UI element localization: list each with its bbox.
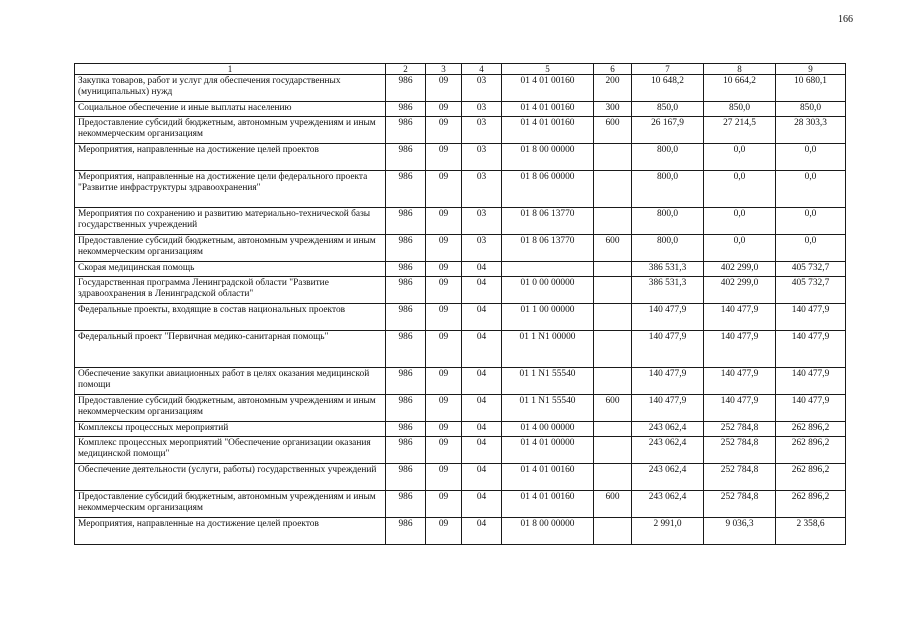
page-number: 166 [838, 14, 853, 25]
row-value-col9: 2 358,6 [776, 518, 846, 545]
row-value-col9: 140 477,9 [776, 368, 846, 395]
row-code-subsection: 04 [462, 518, 502, 545]
row-code-section: 09 [426, 331, 462, 368]
row-code-admin: 986 [386, 144, 426, 171]
row-value-col8: 252 784,8 [704, 464, 776, 491]
row-code-target: 01 1 00 00000 [502, 304, 594, 331]
table-row [75, 171, 846, 208]
header-cell: 6 [594, 64, 632, 75]
row-code-admin: 986 [386, 235, 426, 262]
table-row [75, 262, 846, 277]
row-value-col8: 27 214,5 [704, 117, 776, 144]
row-code-admin: 986 [386, 395, 426, 422]
table-row [75, 518, 846, 545]
row-code-expense-type [594, 171, 632, 208]
row-code-subsection: 03 [462, 208, 502, 235]
row-name: Мероприятия, направленные на достижение цели федерального проекта "Развитие инфраструктуры здравоохранения" [75, 171, 386, 208]
row-name: Предоставление субсидий бюджетным, автономным учреждениям и иным некоммерческим организациям [75, 395, 386, 422]
row-name: Мероприятия по сохранению и развитию материально-технической базы государственных учреждений [75, 208, 386, 235]
row-code-target: 01 4 01 00160 [502, 102, 594, 117]
row-value-col8: 252 784,8 [704, 437, 776, 464]
row-code-section: 09 [426, 491, 462, 518]
row-value-col7: 800,0 [632, 144, 704, 171]
row-name: Комплексы процессных мероприятий [75, 422, 386, 437]
row-value-col9: 262 896,2 [776, 464, 846, 491]
table-row [75, 75, 846, 102]
row-name: Предоставление субсидий бюджетным, автономным учреждениям и иным некоммерческим организациям [75, 117, 386, 144]
row-code-expense-type [594, 368, 632, 395]
row-value-col7: 243 062,4 [632, 464, 704, 491]
row-code-admin: 986 [386, 117, 426, 144]
table-row [75, 235, 846, 262]
row-value-col8: 140 477,9 [704, 304, 776, 331]
row-value-col9: 850,0 [776, 102, 846, 117]
row-code-subsection: 04 [462, 262, 502, 277]
row-code-expense-type: 200 [594, 75, 632, 102]
row-code-target: 01 0 00 00000 [502, 277, 594, 304]
row-code-admin: 986 [386, 518, 426, 545]
row-value-col7: 386 531,3 [632, 262, 704, 277]
row-code-expense-type [594, 437, 632, 464]
row-code-expense-type [594, 464, 632, 491]
row-value-col9: 10 680,1 [776, 75, 846, 102]
row-value-col7: 2 991,0 [632, 518, 704, 545]
table-row [75, 304, 846, 331]
row-value-col7: 140 477,9 [632, 368, 704, 395]
row-value-col7: 386 531,3 [632, 277, 704, 304]
row-name: Мероприятия, направленные на достижение целей проектов [75, 144, 386, 171]
row-code-subsection: 03 [462, 144, 502, 171]
row-value-col9: 0,0 [776, 171, 846, 208]
row-code-expense-type [594, 422, 632, 437]
row-code-subsection: 04 [462, 368, 502, 395]
row-name: Мероприятия, направленные на достижение целей проектов [75, 518, 386, 545]
row-code-expense-type: 600 [594, 235, 632, 262]
row-code-admin: 986 [386, 464, 426, 491]
table-row [75, 208, 846, 235]
row-value-col9: 140 477,9 [776, 395, 846, 422]
row-code-admin: 986 [386, 304, 426, 331]
header-cell: 4 [462, 64, 502, 75]
row-code-expense-type: 600 [594, 491, 632, 518]
row-code-section: 09 [426, 171, 462, 208]
row-code-target: 01 4 01 00160 [502, 75, 594, 102]
header-cell: 5 [502, 64, 594, 75]
row-code-target: 01 8 00 00000 [502, 144, 594, 171]
row-value-col7: 243 062,4 [632, 437, 704, 464]
row-code-expense-type: 600 [594, 395, 632, 422]
row-code-target: 01 4 00 00000 [502, 422, 594, 437]
row-code-target: 01 4 01 00160 [502, 491, 594, 518]
row-value-col8: 10 664,2 [704, 75, 776, 102]
row-value-col9: 0,0 [776, 144, 846, 171]
row-code-expense-type [594, 304, 632, 331]
row-value-col8: 0,0 [704, 144, 776, 171]
row-code-subsection: 04 [462, 395, 502, 422]
row-name: Скорая медицинская помощь [75, 262, 386, 277]
row-code-section: 09 [426, 208, 462, 235]
row-value-col9: 140 477,9 [776, 304, 846, 331]
row-code-section: 09 [426, 368, 462, 395]
row-code-target: 01 1 N1 55540 [502, 368, 594, 395]
table-row [75, 144, 846, 171]
row-code-admin: 986 [386, 208, 426, 235]
row-code-expense-type [594, 262, 632, 277]
row-name: Закупка товаров, работ и услуг для обеспечения государственных (муниципальных) нужд [75, 75, 386, 102]
row-code-target: 01 8 06 13770 [502, 208, 594, 235]
header-cell: 1 [75, 64, 386, 75]
row-code-expense-type [594, 518, 632, 545]
row-value-col9: 0,0 [776, 235, 846, 262]
header-cell: 2 [386, 64, 426, 75]
row-value-col7: 140 477,9 [632, 395, 704, 422]
row-value-col8: 0,0 [704, 208, 776, 235]
table-row [75, 422, 846, 437]
table-header-row [75, 64, 846, 75]
row-code-admin: 986 [386, 368, 426, 395]
row-value-col8: 850,0 [704, 102, 776, 117]
row-code-target: 01 8 06 13770 [502, 235, 594, 262]
row-name: Федеральный проект "Первичная медико-санитарная помощь" [75, 331, 386, 368]
table-row [75, 395, 846, 422]
row-value-col7: 800,0 [632, 171, 704, 208]
row-code-section: 09 [426, 464, 462, 491]
row-code-expense-type: 600 [594, 117, 632, 144]
row-name: Предоставление субсидий бюджетным, автономным учреждениям и иным некоммерческим организациям [75, 235, 386, 262]
row-code-section: 09 [426, 102, 462, 117]
row-name: Комплекс процессных мероприятий "Обеспечение организации оказания медицинской помощи" [75, 437, 386, 464]
row-value-col8: 140 477,9 [704, 395, 776, 422]
row-value-col7: 140 477,9 [632, 331, 704, 368]
row-value-col8: 140 477,9 [704, 368, 776, 395]
row-code-expense-type [594, 144, 632, 171]
row-code-admin: 986 [386, 277, 426, 304]
row-value-col7: 850,0 [632, 102, 704, 117]
header-cell: 9 [776, 64, 846, 75]
row-value-col9: 405 732,7 [776, 277, 846, 304]
row-value-col9: 140 477,9 [776, 331, 846, 368]
row-code-subsection: 04 [462, 304, 502, 331]
row-code-target: 01 1 N1 00000 [502, 331, 594, 368]
row-code-admin: 986 [386, 102, 426, 117]
row-code-admin: 986 [386, 75, 426, 102]
row-value-col7: 10 648,2 [632, 75, 704, 102]
row-code-subsection: 04 [462, 277, 502, 304]
row-code-expense-type: 300 [594, 102, 632, 117]
row-code-admin: 986 [386, 262, 426, 277]
row-code-section: 09 [426, 235, 462, 262]
row-code-section: 09 [426, 395, 462, 422]
table-row [75, 102, 846, 117]
row-code-target: 01 8 06 00000 [502, 171, 594, 208]
row-code-admin: 986 [386, 171, 426, 208]
table-row [75, 331, 846, 368]
row-name: Обеспечение закупки авиационных работ в целях оказания медицинской помощи [75, 368, 386, 395]
row-value-col7: 140 477,9 [632, 304, 704, 331]
row-value-col8: 252 784,8 [704, 422, 776, 437]
row-value-col9: 0,0 [776, 208, 846, 235]
table-row [75, 277, 846, 304]
header-cell: 7 [632, 64, 704, 75]
row-code-subsection: 03 [462, 171, 502, 208]
row-code-subsection: 03 [462, 75, 502, 102]
table-row [75, 437, 846, 464]
row-code-admin: 986 [386, 422, 426, 437]
row-value-col9: 262 896,2 [776, 491, 846, 518]
row-code-section: 09 [426, 262, 462, 277]
row-value-col9: 28 303,3 [776, 117, 846, 144]
row-value-col8: 0,0 [704, 171, 776, 208]
row-code-subsection: 04 [462, 491, 502, 518]
row-value-col9: 405 732,7 [776, 262, 846, 277]
row-value-col9: 262 896,2 [776, 437, 846, 464]
header-cell: 3 [426, 64, 462, 75]
row-code-target: 01 8 00 00000 [502, 518, 594, 545]
row-value-col7: 800,0 [632, 235, 704, 262]
row-code-section: 09 [426, 437, 462, 464]
row-value-col8: 402 299,0 [704, 262, 776, 277]
row-code-subsection: 04 [462, 331, 502, 368]
row-code-section: 09 [426, 518, 462, 545]
table-row [75, 117, 846, 144]
header-cell: 8 [704, 64, 776, 75]
row-value-col9: 262 896,2 [776, 422, 846, 437]
row-code-subsection: 03 [462, 235, 502, 262]
row-value-col8: 140 477,9 [704, 331, 776, 368]
row-code-subsection: 03 [462, 117, 502, 144]
row-code-target: 01 4 01 00000 [502, 437, 594, 464]
row-code-admin: 986 [386, 331, 426, 368]
row-name: Государственная программа Ленинградской области "Развитие здравоохранения в Ленинградской области" [75, 277, 386, 304]
row-name: Федеральные проекты, входящие в состав национальных проектов [75, 304, 386, 331]
table-row [75, 491, 846, 518]
row-code-section: 09 [426, 144, 462, 171]
row-value-col7: 800,0 [632, 208, 704, 235]
row-name: Обеспечение деятельности (услуги, работы) государственных учреждений [75, 464, 386, 491]
row-code-section: 09 [426, 277, 462, 304]
table-row [75, 368, 846, 395]
row-name: Предоставление субсидий бюджетным, автономным учреждениям и иным некоммерческим организациям [75, 491, 386, 518]
row-code-subsection: 04 [462, 464, 502, 491]
row-code-section: 09 [426, 75, 462, 102]
row-value-col8: 252 784,8 [704, 491, 776, 518]
row-value-col7: 243 062,4 [632, 491, 704, 518]
row-value-col8: 9 036,3 [704, 518, 776, 545]
row-code-target [502, 262, 594, 277]
row-code-admin: 986 [386, 491, 426, 518]
budget-table [74, 63, 846, 545]
row-code-expense-type [594, 208, 632, 235]
row-name: Социальное обеспечение и иные выплаты населению [75, 102, 386, 117]
row-code-section: 09 [426, 422, 462, 437]
row-code-target: 01 4 01 00160 [502, 464, 594, 491]
row-code-subsection: 04 [462, 422, 502, 437]
table-row [75, 464, 846, 491]
row-code-admin: 986 [386, 437, 426, 464]
row-value-col8: 402 299,0 [704, 277, 776, 304]
row-code-subsection: 04 [462, 437, 502, 464]
row-code-section: 09 [426, 304, 462, 331]
row-code-target: 01 1 N1 55540 [502, 395, 594, 422]
row-value-col8: 0,0 [704, 235, 776, 262]
row-value-col7: 26 167,9 [632, 117, 704, 144]
row-code-section: 09 [426, 117, 462, 144]
row-value-col7: 243 062,4 [632, 422, 704, 437]
row-code-expense-type [594, 277, 632, 304]
row-code-target: 01 4 01 00160 [502, 117, 594, 144]
row-code-subsection: 03 [462, 102, 502, 117]
row-code-expense-type [594, 331, 632, 368]
